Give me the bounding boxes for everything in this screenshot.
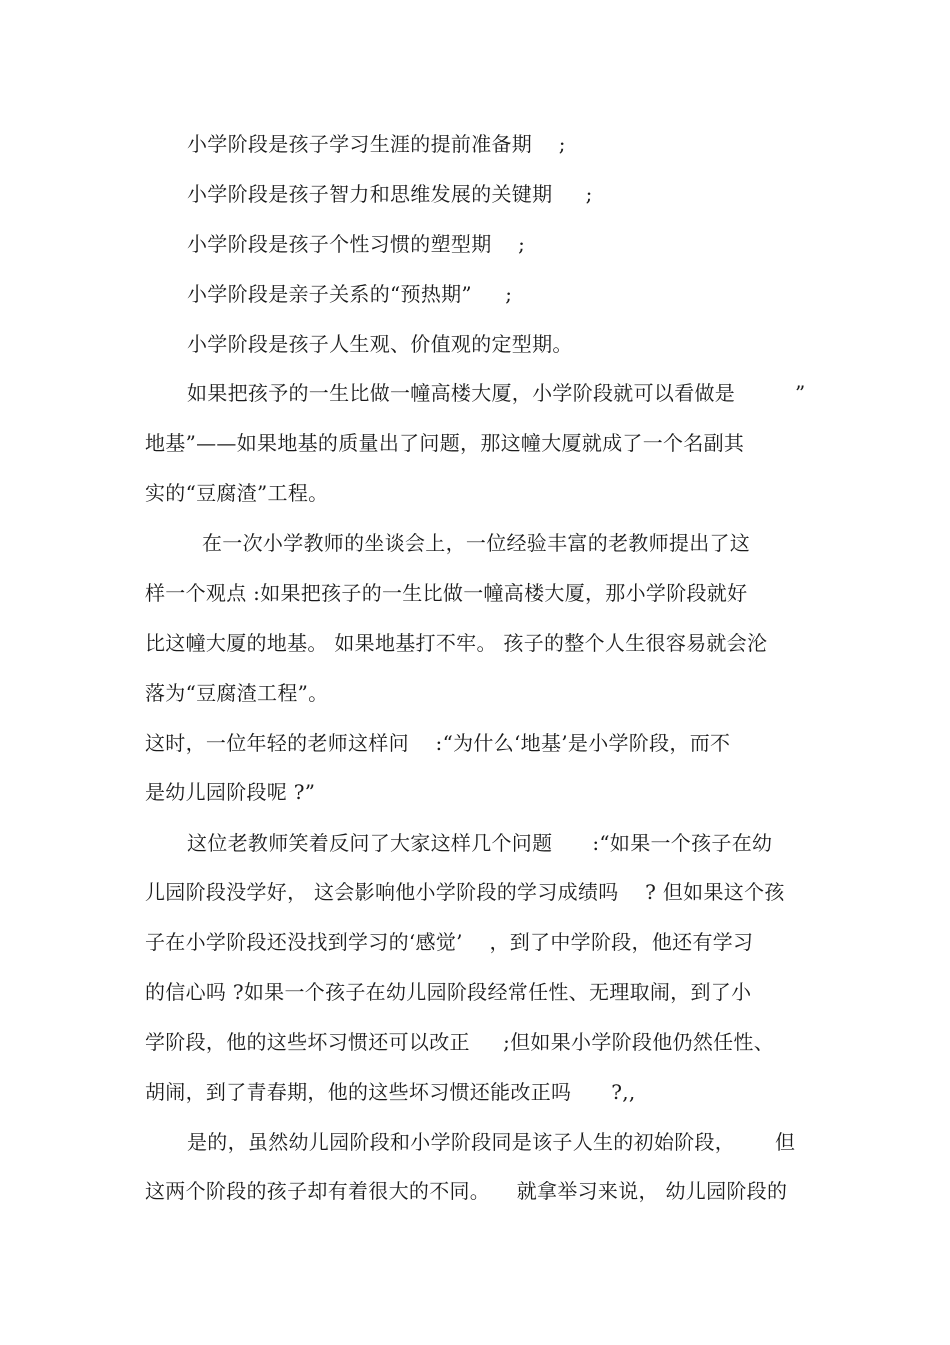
text-line: 子在小学阶段还没找到学习的‘感觉’ ，到了中学阶段，他还有学习 (145, 930, 754, 954)
text-line: 落为“豆腐渣工程”。 (145, 681, 329, 705)
text-line: 地基”——如果地基的质量出了问题，那这幢大厦就成了一个名副其 (145, 431, 745, 455)
text-line: 学阶段，他的这些坏习惯还可以改正 ;但如果小学阶段他仍然任性、 (145, 1030, 775, 1054)
text-line: 小学阶段是孩子智力和思维发展的关键期 ; (187, 182, 593, 206)
text-line: 在一次小学教师的坐谈会上，一位经验丰富的老教师提出了这 (202, 531, 751, 555)
text-line: 儿园阶段没学好， 这会影响他小学阶段的学习成绩吗 ? 但如果这个孩 (145, 880, 785, 904)
text-line: 比这幢大厦的地基。 如果地基打不牢。 孩子的整个人生很容易就会沦 (145, 631, 768, 655)
text-line: 小学阶段是孩子学习生涯的提前准备期 ; (187, 132, 566, 156)
text-line: 是幼儿园阶段呢 ?” (145, 780, 316, 804)
text-line: 小学阶段是亲子关系的“预热期” ; (187, 282, 513, 306)
text-line: 这时，一位年轻的老师这样问 :“为什么‘地基’是小学阶段，而不 (145, 731, 731, 755)
text-line: 是的，虽然幼儿园阶段和小学阶段同是该子人生的初始阶段， 但 (187, 1130, 796, 1154)
text-line: 这位老教师笑着反问了大家这样几个问题 :“如果一个孩子在幼 (187, 831, 773, 855)
text-line: 样一个观点 :如果把孩子的一生比做一幢高楼大厦，那小学阶段就好 (145, 581, 748, 605)
text-line: 胡闹，到了青春期，他的这些坏习惯还能改正吗 ?,, (145, 1080, 636, 1104)
text-line: 小学阶段是孩子人生观、价值观的定型期。 (187, 332, 573, 356)
text-line: 如果把孩予的一生比做一幢高楼大厦，小学阶段就可以看做是 ” (187, 381, 806, 405)
text-line: 实的“豆腐渣”工程。 (145, 481, 329, 505)
text-line: 这两个阶段的孩子却有着很大的不同。 就拿举习来说， 幼儿园阶段的 (145, 1179, 788, 1203)
text-line: 小学阶段是孩子个性习惯的塑型期 ; (187, 232, 526, 256)
text-line: 的信心吗 ?如果一个孩子在幼儿园阶段经常任性、无理取闹，到了小 (145, 980, 752, 1004)
